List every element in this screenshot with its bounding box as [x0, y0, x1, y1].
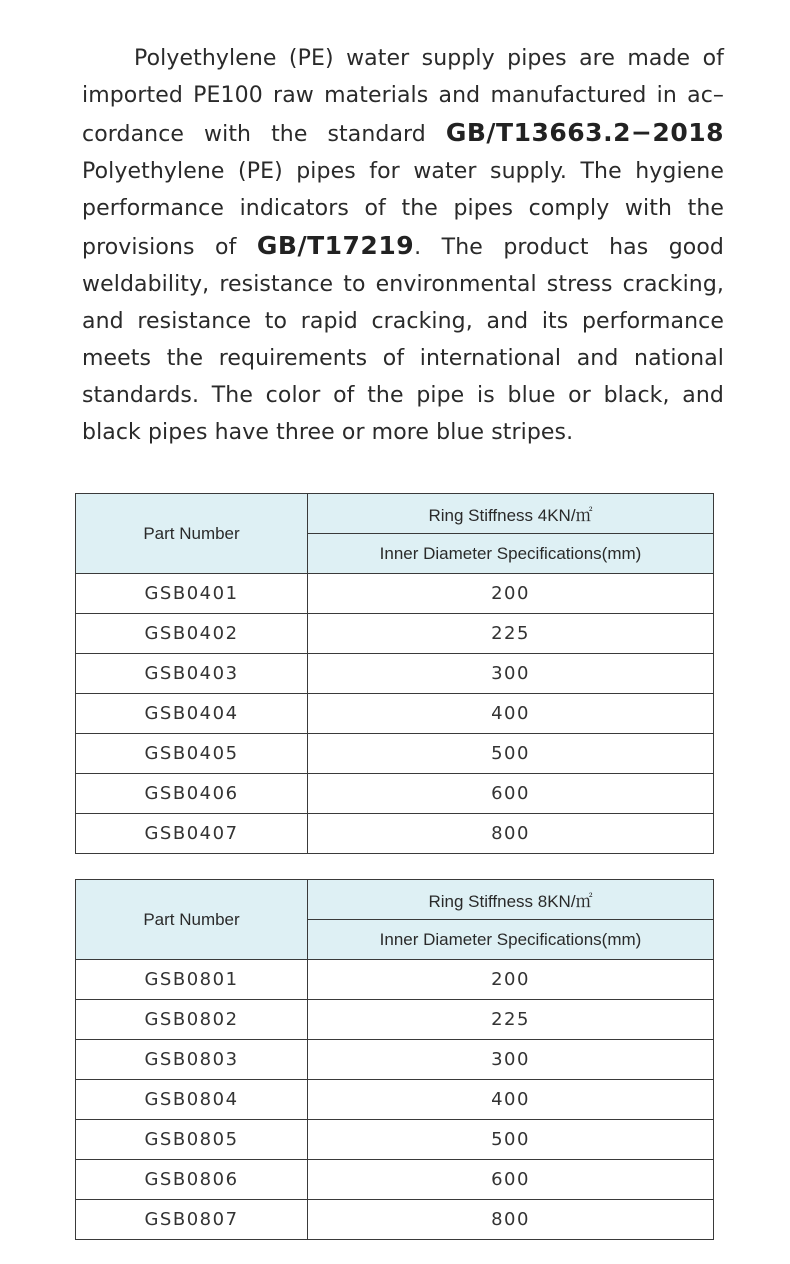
diameter-cell: 400 — [308, 1080, 714, 1120]
table-row — [76, 654, 714, 694]
spec-table-8kn — [75, 879, 714, 1240]
inner-diameter-header: Inner Diameter Specifications(mm) — [308, 534, 714, 574]
diameter-cell: 200 — [308, 960, 714, 1000]
table-row — [76, 734, 714, 774]
intro-text-b: Polyethylene (PE) pipes for water supply. The hygiene performance indicators of the pipes comply with the provisions of — [82, 159, 724, 260]
diameter-cell: 800 — [308, 814, 714, 854]
table-row — [76, 694, 714, 734]
standard-code-2: GB/T17219 — [256, 231, 415, 260]
inner-diameter-header: Inner Diameter Specifications(mm) — [308, 920, 714, 960]
part-number-cell: GSB0401 — [76, 574, 308, 614]
diameter-cell: 300 — [308, 654, 714, 694]
diameter-cell: 800 — [308, 1200, 714, 1240]
ring-stiffness-header: Ring Stiffness 4KN/㎡ — [308, 494, 714, 534]
diameter-cell: 500 — [308, 1120, 714, 1160]
part-number-header: Part Number — [76, 880, 308, 960]
diameter-cell: 225 — [308, 1000, 714, 1040]
table-row — [76, 814, 714, 854]
table-row — [76, 774, 714, 814]
spec-table-4kn — [75, 493, 714, 854]
table-row — [76, 1120, 714, 1160]
part-number-cell: GSB0803 — [76, 1040, 308, 1080]
table-row — [76, 1040, 714, 1080]
diameter-cell: 225 — [308, 614, 714, 654]
ring-stiffness-header: Ring Stiffness 8KN/㎡ — [308, 880, 714, 920]
part-number-cell: GSB0406 — [76, 774, 308, 814]
part-number-cell: GSB0405 — [76, 734, 308, 774]
table-row — [76, 614, 714, 654]
intro-text-c: . The product has good weldability, resistance to environmental stress cracking, and resistance to rapid cracking, and its performance meets the requirements of international and national standards. The color of the pipe is blue or black, and black pipes have three or more blue stripes. — [82, 235, 724, 445]
part-number-cell: GSB0402 — [76, 614, 308, 654]
part-number-cell: GSB0407 — [76, 814, 308, 854]
intro-text-a: Polyethylene (PE) water supply pipes are made of imported PE100 raw materials and manufactured in ac–cordance with the standard — [82, 46, 724, 147]
part-number-cell: GSB0806 — [76, 1160, 308, 1200]
table-row — [76, 1200, 714, 1240]
table-header-row — [76, 494, 714, 534]
diameter-cell: 600 — [308, 774, 714, 814]
diameter-cell: 500 — [308, 734, 714, 774]
part-number-cell: GSB0404 — [76, 694, 308, 734]
table-row — [76, 1160, 714, 1200]
intro-paragraph — [82, 40, 724, 451]
part-number-cell: GSB0802 — [76, 1000, 308, 1040]
diameter-cell: 600 — [308, 1160, 714, 1200]
part-number-cell: GSB0801 — [76, 960, 308, 1000]
part-number-cell: GSB0403 — [76, 654, 308, 694]
diameter-cell: 300 — [308, 1040, 714, 1080]
table-header-row — [76, 880, 714, 920]
table-row — [76, 1000, 714, 1040]
part-number-cell: GSB0804 — [76, 1080, 308, 1120]
standard-code-1: GB/T13663.2−2018 — [445, 118, 724, 147]
diameter-cell: 200 — [308, 574, 714, 614]
part-number-cell: GSB0807 — [76, 1200, 308, 1240]
part-number-header: Part Number — [76, 494, 308, 574]
part-number-cell: GSB0805 — [76, 1120, 308, 1160]
table-row — [76, 960, 714, 1000]
diameter-cell: 400 — [308, 694, 714, 734]
table-row — [76, 1080, 714, 1120]
table-row — [76, 574, 714, 614]
